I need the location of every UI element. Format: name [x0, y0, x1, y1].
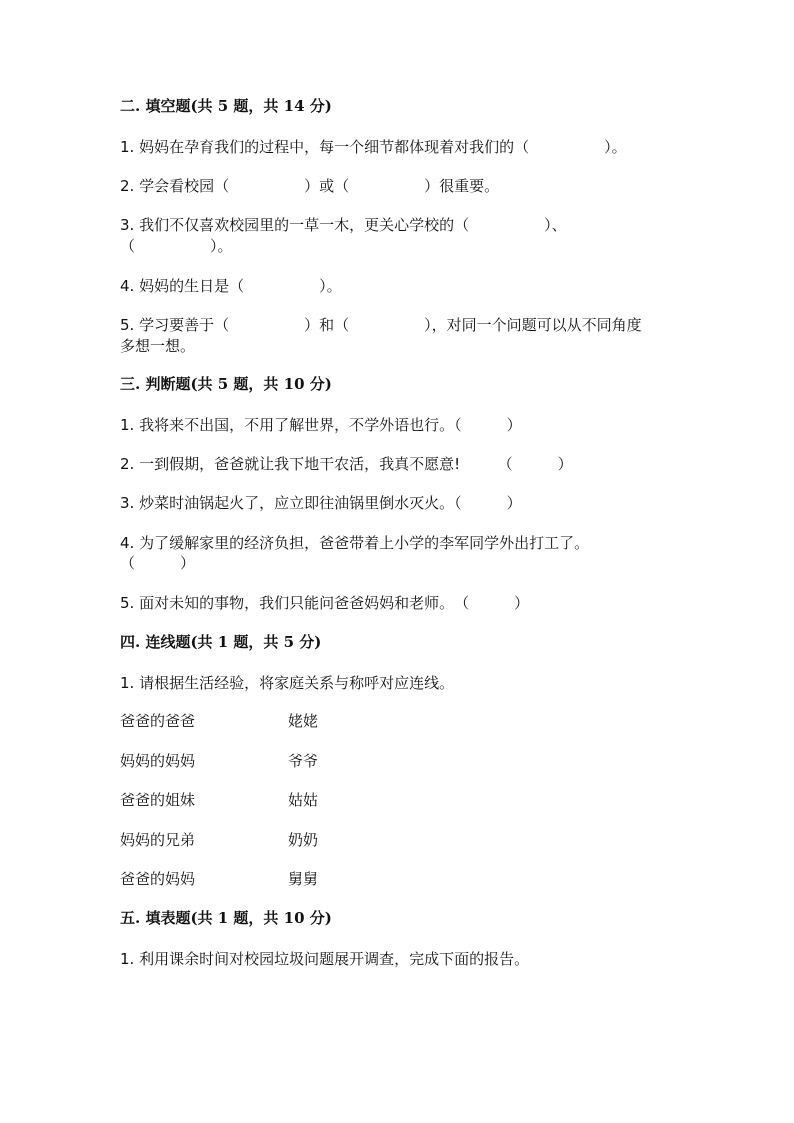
match-left-item: 妈妈的妈妈: [120, 752, 196, 770]
question-text: 1. 请根据生活经验，将家庭关系与称呼对应连线。: [120, 674, 455, 692]
question-text: 5. 学习要善于（ ）和（ ），对同一个问题可以从不同角度: [120, 316, 642, 334]
question-text: 4. 妈妈的生日是（ ）。: [120, 277, 342, 295]
question-text: 5. 面对未知的事物，我们只能问爸爸妈妈和老师。 （ ）: [120, 594, 530, 612]
match-right-item: 姑姑: [288, 791, 319, 809]
match-right-item: 舅舅: [288, 870, 319, 888]
question-text: 1. 利用课余时间对校园垃圾问题展开调查，完成下面的报告。: [120, 950, 530, 968]
question-text-continuation: （ ）。: [120, 237, 233, 255]
match-left-item: 爸爸的爸爸: [120, 712, 196, 730]
question-text-continuation: （ ）: [120, 554, 196, 572]
section-heading-fill-blank: 二. 填空题(共 5 题，共 14 分): [120, 97, 332, 115]
question-text: 4. 为了缓解家里的经济负担，爸爸带着上小学的李军同学外出打工了。: [120, 534, 590, 552]
match-right-item: 奶奶: [288, 831, 319, 849]
question-text: 3. 我们不仅喜欢校园里的一草一木，更关心学校的（ ）、: [120, 216, 567, 234]
question-text: 3. 炒菜时油锅起火了，应立即往油锅里倒水灭火。（ ）: [120, 494, 522, 512]
section-heading-table-fill: 五. 填表题(共 1 题，共 10 分): [120, 909, 332, 927]
match-right-item: 爷爷: [288, 752, 319, 770]
section-heading-judge: 三. 判断题(共 5 题，共 10 分): [120, 375, 332, 393]
section-heading-matching: 四. 连线题(共 1 题，共 5 分): [120, 633, 322, 651]
match-left-item: 妈妈的兄弟: [120, 831, 196, 849]
match-left-item: 爸爸的妈妈: [120, 870, 196, 888]
match-right-item: 姥姥: [288, 712, 319, 730]
question-text: 2. 一到假期，爸爸就让我下地干农活，我真不愿意! （ ）: [120, 455, 573, 473]
question-text: 1. 妈妈在孕育我们的过程中，每一个细节都体现着对我们的（ ）。: [120, 138, 627, 156]
match-left-item: 爸爸的姐妹: [120, 791, 196, 809]
question-text: 2. 学会看校园（ ）或（ ）很重要。: [120, 177, 500, 195]
question-text: 1. 我将来不出国，不用了解世界，不学外语也行。（ ）: [120, 416, 522, 434]
question-text-continuation: 多想一想。: [120, 337, 196, 355]
